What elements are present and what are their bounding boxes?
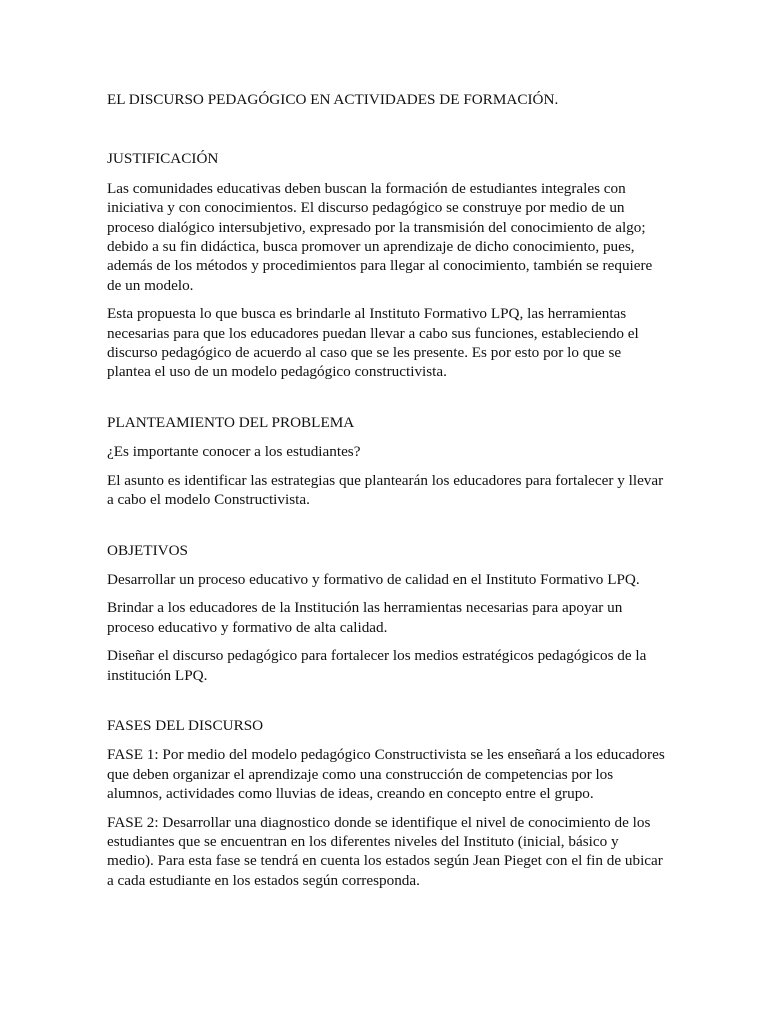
paragraph: Esta propuesta lo que busca es brindarle al Instituto Formativo LPQ, las herramientas necesarias para que los educadores puedan llevar a cabo sus funciones, estableciendo el discurso pedagógico de acuerdo al caso que se les presente. Es por esto por lo que se plantea el uso de un modelo pedagógico constructivista. <box>107 305 639 381</box>
section-heading-planteamiento: PLANTEAMIENTO DEL PROBLEMA <box>107 413 355 431</box>
paragraph: ¿Es importante conocer a los estudiantes? <box>107 443 361 461</box>
paragraph: Las comunidades educativas deben buscan la formación de estudiantes integrales con iniciativa y con conocimientos. El discurso pedagógico se construye por medio de un proceso dialógico intersubjetivo, expresado por la transmisión del conocimiento de algo; debido a su fin didáctica, busca promover un aprendizaje de dicho conocimiento, pues, además de los métodos y procedimientos para llegar al conocimiento, también se requiere de un modelo. <box>107 179 653 294</box>
paragraph: El asunto es identificar las estrategias que plantearán los educadores para fortalecer y llevar a cabo el modelo Constructivista. <box>107 471 664 509</box>
section-heading-fases: FASES DEL DISCURSO <box>107 716 264 734</box>
paragraph: Diseñar el discurso pedagógico para fortalecer los medios estratégicos pedagógicos de la institución LPQ. <box>107 647 647 684</box>
document-title: EL DISCURSO PEDAGÓGICO EN ACTIVIDADES DE FORMACIÓN. <box>107 91 559 108</box>
document-body <box>107 90 667 890</box>
paragraph: Desarrollar un proceso educativo y formativo de calidad en el Instituto Formativo LPQ. <box>107 570 640 588</box>
paragraph: Brindar a los educadores de la Institución las herramientas necesarias para apoyar un proceso educativo y formativo de alta calidad. <box>107 599 623 636</box>
section-heading-justificacion: JUSTIFICACIÓN <box>107 150 219 168</box>
paragraph: FASE 1: Por medio del modelo pedagógico Constructivista se les enseñará a los educadores que deben organizar el aprendizaje como una construcción de competencias por los alumnos, actividades como lluvias de ideas, creando en concepto entre el grupo. <box>107 746 665 803</box>
paragraph: FASE 2: Desarrollar una diagnostico donde se identifique el nivel de conocimiento de los estudiantes que se encuentran en los diferentes niveles del Instituto (inicial, básico y medio). Para esta fase se tendrá en cuenta los estados según Jean Pieget con el fin de ubicar a cada estudiante en los estados según corresponda. <box>107 813 663 889</box>
section-heading-objetivos: OBJETIVOS <box>107 541 189 559</box>
